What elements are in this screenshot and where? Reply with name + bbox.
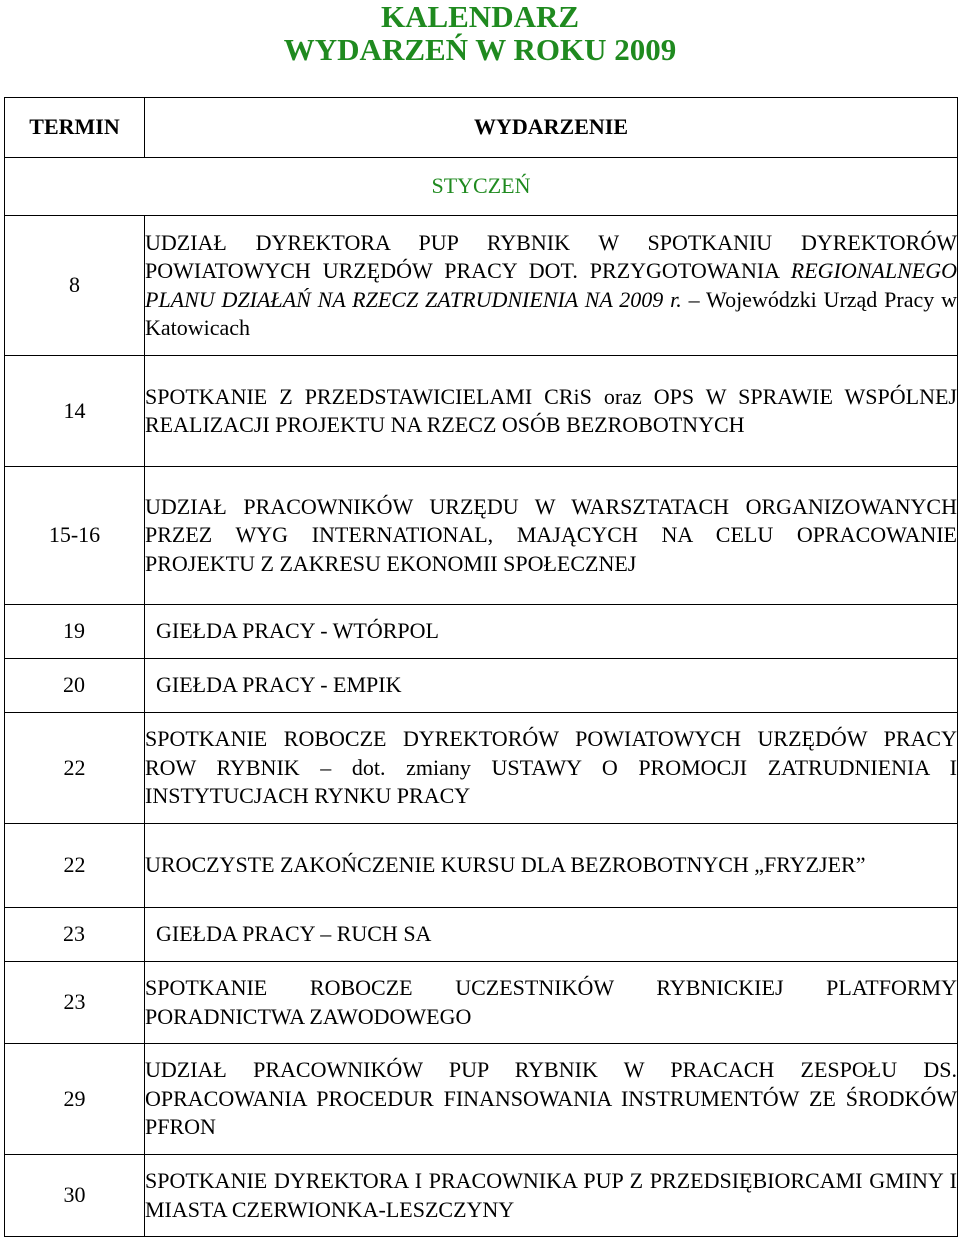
header-event: WYDARZENIE — [145, 98, 958, 158]
term-cell: 14 — [5, 356, 145, 467]
table-row — [5, 1155, 958, 1237]
term-cell: 29 — [5, 1044, 145, 1155]
title-line-1: KALENDARZ — [380, 0, 580, 34]
table-row — [5, 713, 958, 824]
table-row — [5, 605, 958, 659]
table-row — [5, 962, 958, 1044]
event-cell: GIEŁDA PRACY – RUCH SA — [145, 908, 958, 962]
table-row — [5, 356, 958, 467]
term-cell: 20 — [5, 659, 145, 713]
event-cell: UROCZYSTE ZAKOŃCZENIE KURSU DLA BEZROBOTNYCH „FRYZJER” — [145, 824, 958, 908]
month-row — [5, 158, 958, 216]
table-row — [5, 824, 958, 908]
term-cell: 15-16 — [5, 467, 145, 605]
term-cell: 8 — [5, 216, 145, 356]
term-cell: 22 — [5, 713, 145, 824]
event-text: – Wojewódzki Urząd Pracy w Katowicach — [145, 286, 957, 340]
event-cell: SPOTKANIE ROBOCZE DYREKTORÓW POWIATOWYCH URZĘDÓW PRACY ROW RYBNIK – dot. zmiany USTAWY O PROMOCJI ZATRUDNIENIA I INSTYTUCJACH RYNKU PRACY — [145, 713, 958, 824]
month-label: STYCZEŃ — [5, 158, 958, 216]
event-cell: GIEŁDA PRACY - WTÓRPOL — [145, 605, 958, 659]
table-header-row — [5, 98, 958, 158]
table-row — [5, 216, 958, 356]
table-row — [5, 1044, 958, 1155]
event-cell: SPOTKANIE ROBOCZE UCZESTNIKÓW RYBNICKIEJ PLATFORMY PORADNICTWA ZAWODOWEGO — [145, 962, 958, 1044]
table-row — [5, 659, 958, 713]
term-cell: 23 — [5, 908, 145, 962]
event-cell: UDZIAŁ PRACOWNIKÓW URZĘDU W WARSZTATACH ORGANIZOWANYCH PRZEZ WYG INTERNATIONAL, MAJĄCYCH NA CELU OPRACOWANIE PROJEKTU Z ZAKRESU EKONOMII SPOŁECZNEJ — [145, 467, 958, 605]
term-cell: 30 — [5, 1155, 145, 1237]
event-text: UDZIAŁ DYREKTORA PUP RYBNIK W SPOTKANIU DYREKTORÓW POWIATOWYCH URZĘDÓW PRACY DOT. PRZYGOTOWANIA — [145, 229, 957, 283]
events-table — [4, 97, 958, 1237]
term-cell: 19 — [5, 605, 145, 659]
event-cell: UDZIAŁ PRACOWNIKÓW PUP RYBNIK W PRACACH ZESPOŁU DS. OPRACOWANIA PROCEDUR FINANSOWANIA INSTRUMENTÓW ZE ŚRODKÓW PFRON — [145, 1044, 958, 1155]
event-cell — [145, 216, 958, 356]
term-cell: 23 — [5, 962, 145, 1044]
table-row — [5, 908, 958, 962]
event-text-italic: REGIONALNEGO PLANU DZIAŁAŃ NA RZECZ ZATRUDNIENIA NA 2009 r. — [145, 258, 957, 312]
table-row — [5, 467, 958, 605]
page-title — [0, 0, 960, 66]
event-cell: GIEŁDA PRACY - EMPIK — [145, 659, 958, 713]
event-cell: SPOTKANIE DYREKTORA I PRACOWNIKA PUP Z PRZEDSIĘBIORCAMI GMINY I MIASTA CZERWIONKA-LESZCZYNY — [145, 1155, 958, 1237]
event-cell: SPOTKANIE Z PRZEDSTAWICIELAMI CRiS oraz OPS W SPRAWIE WSPÓLNEJ REALIZACJI PROJEKTU NA RZECZ OSÓB BEZROBOTNYCH — [145, 356, 958, 467]
term-cell: 22 — [5, 824, 145, 908]
title-line-2: WYDARZEŃ W ROKU 2009 — [283, 32, 677, 67]
header-term: TERMIN — [5, 98, 145, 158]
